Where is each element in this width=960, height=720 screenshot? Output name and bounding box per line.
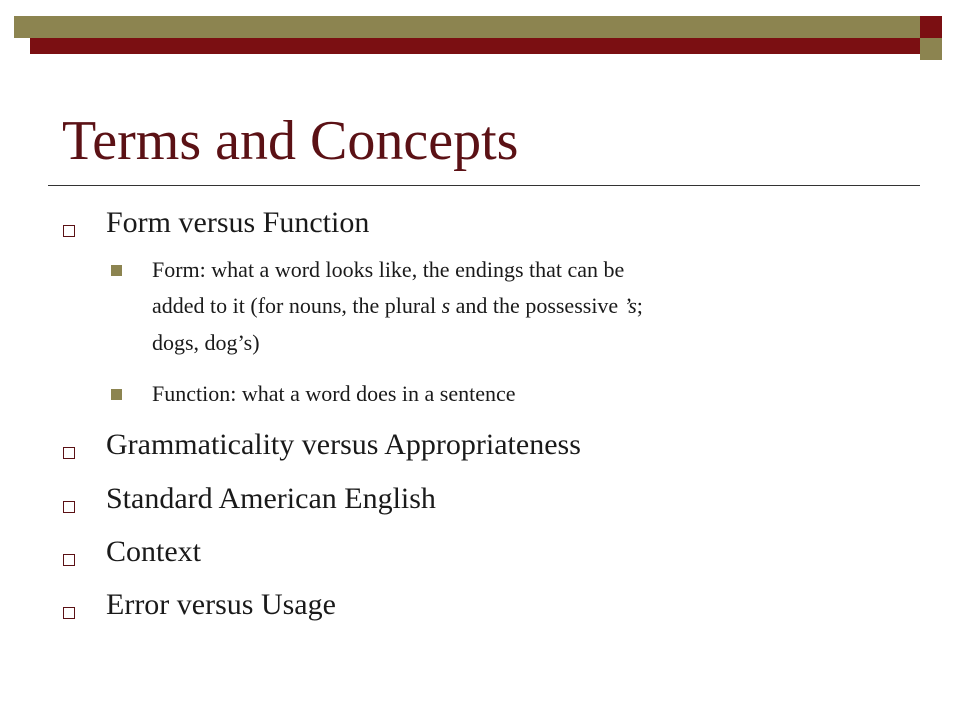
bullet-context: Context (106, 535, 201, 568)
filled-square-bullet-icon (111, 265, 122, 276)
header-bar-olive (14, 16, 920, 38)
hollow-square-bullet-icon (63, 607, 75, 619)
corner-square-olive (920, 38, 942, 60)
hollow-square-bullet-icon (63, 501, 75, 513)
hollow-square-bullet-icon (63, 554, 75, 566)
slide-title: Terms and Concepts (62, 110, 519, 172)
bullet-form-versus-function: Form versus Function (106, 206, 370, 239)
bullet-error-versus-usage: Error versus Usage (106, 588, 336, 621)
hollow-square-bullet-icon (63, 225, 75, 237)
sub-bullet-form-line2: added to it (for nouns, the plural s and the possessive ’s; (152, 293, 643, 318)
hollow-square-bullet-icon (63, 447, 75, 459)
corner-square-maroon (920, 16, 942, 38)
title-divider (48, 185, 920, 186)
bullet-standard-american-english: Standard American English (106, 482, 436, 515)
sub-bullet-form-line3: dogs, dog’s) (152, 330, 260, 355)
sub-bullet-function: Function: what a word does in a sentence (152, 381, 516, 406)
header-bar-maroon (30, 38, 920, 54)
sub-bullet-form-line1: Form: what a word looks like, the endings that can be (152, 257, 625, 282)
filled-square-bullet-icon (111, 389, 122, 400)
bullet-grammaticality: Grammaticality versus Appropriateness (106, 428, 581, 461)
